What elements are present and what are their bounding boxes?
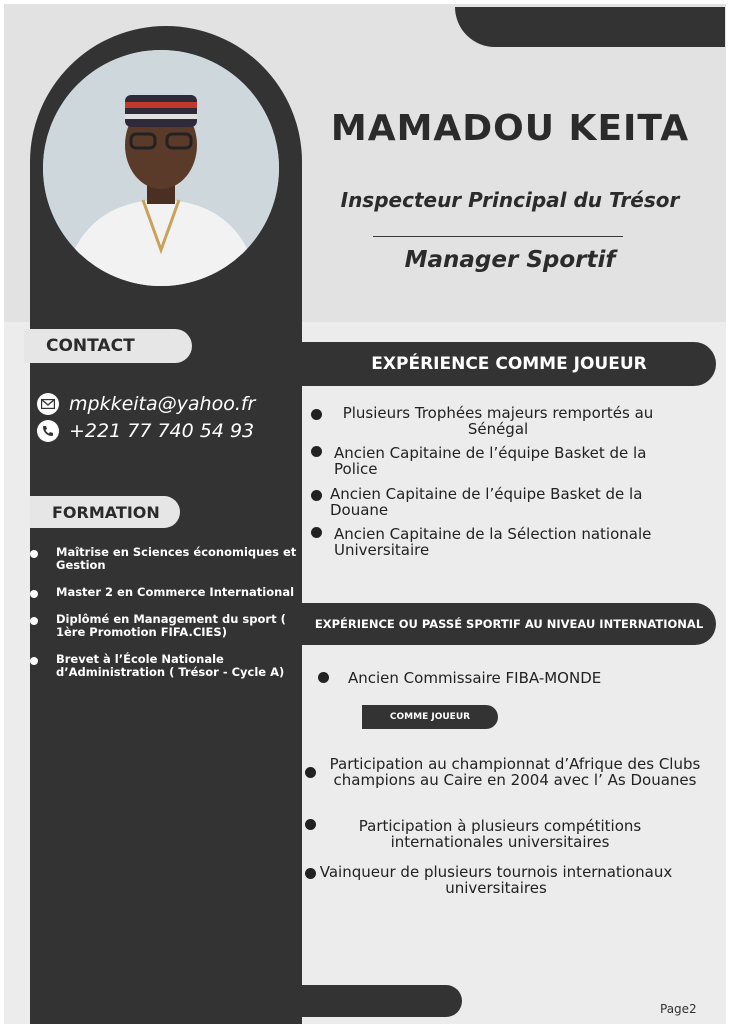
formation-item: Brevet à l’École Nationale d’Administration ( Trésor - Cycle A) — [30, 653, 300, 679]
bullet-icon — [305, 767, 316, 778]
profile-photo — [43, 50, 279, 286]
player-experience-item: Ancien Capitaine de la Sélection nationale Universitaire — [334, 525, 652, 559]
phone-row — [37, 420, 254, 442]
bullet-icon — [318, 672, 329, 683]
experience-player-heading: EXPÉRIENCE COMME JOUEUR — [302, 342, 716, 386]
person-name: MAMADOU KEITA — [330, 108, 690, 149]
player-experience-item: Ancien Capitaine de l’équipe Basket de la Douane — [330, 485, 643, 519]
international-experience-item: Participation au championnat d’Afrique des Clubs champions au Caire en 2004 avec l’ As Douanes — [329, 755, 701, 789]
experience-international-heading: EXPÉRIENCE OU PASSÉ SPORTIF AU NIVEAU INTERNATIONAL — [302, 603, 716, 645]
title-divider — [373, 236, 623, 237]
formation-item: Diplômé en Management du sport ( 1ère Promotion FIFA.CIES) — [30, 613, 300, 639]
envelope-icon — [37, 393, 59, 415]
phone-icon — [37, 420, 59, 442]
email-row — [37, 393, 255, 415]
bullet-icon — [305, 819, 316, 830]
formation-list — [30, 546, 300, 693]
bullet-icon — [311, 409, 322, 420]
page-number: Page2 — [660, 1002, 697, 1016]
player-experience-item: Ancien Capitaine de l’équipe Basket de la Police — [334, 444, 647, 478]
bottom-decor-tab — [300, 985, 462, 1017]
job-title-primary: Inspecteur Principal du Trésor — [340, 188, 680, 212]
job-title-secondary: Manager Sportif — [404, 247, 616, 273]
international-experience-item: Participation à plusieurs compétitions internationales universitaires — [358, 817, 642, 851]
top-decor-tab — [455, 7, 725, 47]
bullet-icon — [311, 527, 322, 538]
as-player-subheading: COMME JOUEUR — [362, 705, 498, 729]
international-experience-item: Vainqueur de plusieurs tournois internationaux universitaires — [319, 863, 673, 897]
bullet-icon — [311, 490, 322, 501]
bullet-icon — [311, 446, 322, 457]
formation-heading: FORMATION — [30, 496, 180, 528]
formation-item: Maîtrise en Sciences économiques et Gestion — [30, 546, 300, 572]
contact-heading: CONTACT — [24, 329, 192, 363]
formation-item: Master 2 en Commerce International — [30, 586, 300, 599]
player-experience-item: Plusieurs Trophées majeurs remportés au Sénégal — [342, 404, 654, 438]
phone-number[interactable]: +221 77 740 54 93 — [69, 420, 255, 442]
international-experience-item: Ancien Commissaire FIBA-MONDE — [348, 669, 602, 687]
email-address[interactable]: mpkkeita@yahoo.fr — [69, 393, 256, 415]
